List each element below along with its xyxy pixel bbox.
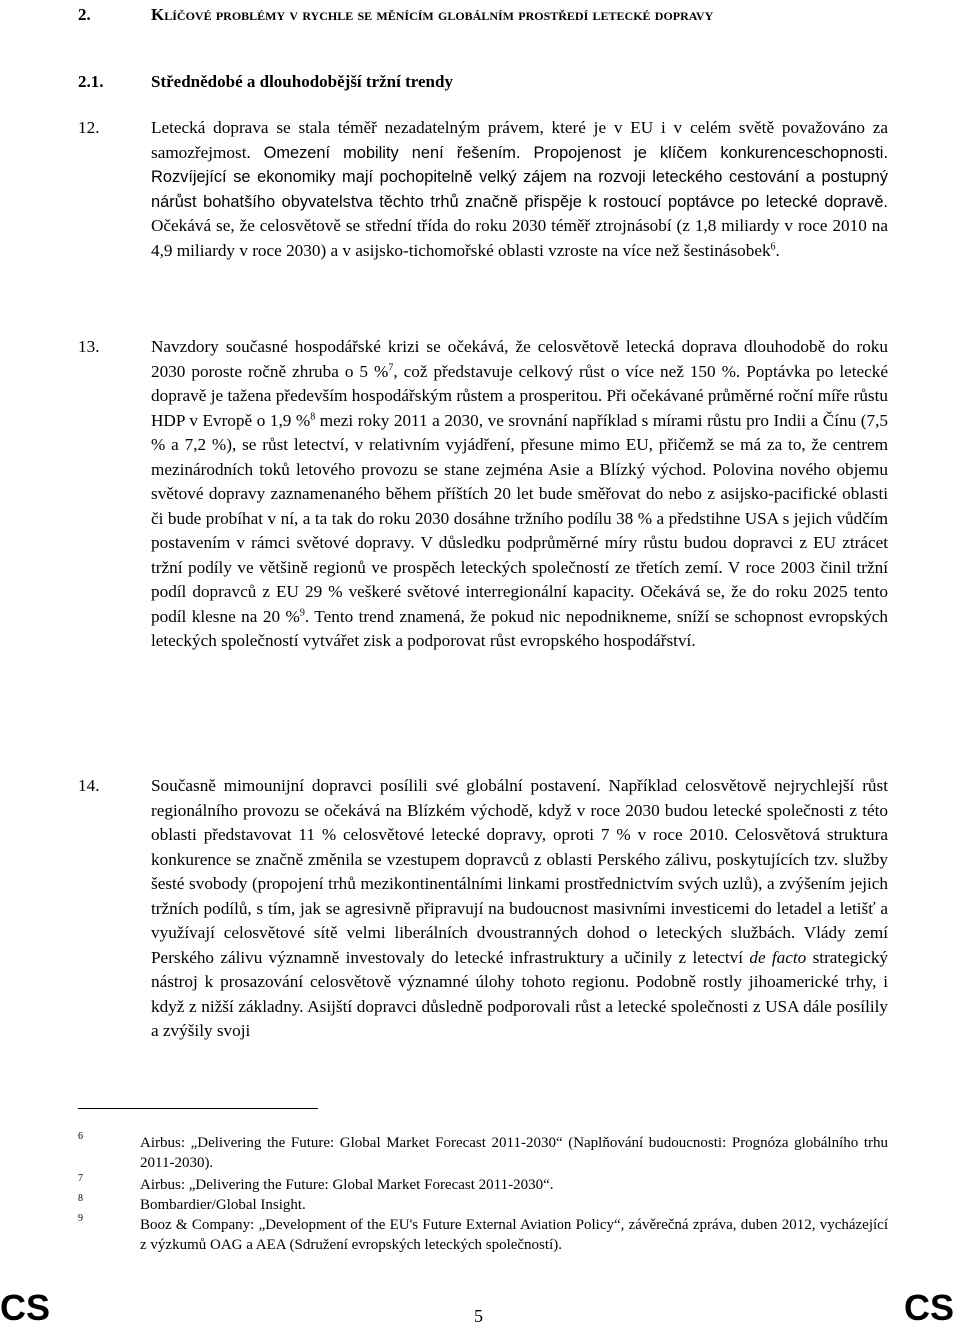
footnote-6	[78, 1133, 888, 1173]
paragraph-text: Navzdory současné hospodářské krizi se očekává, že celosvětově letecká doprava dlouhodobě do roku 2030 poroste ročně zhruba o 5 %	[151, 337, 888, 381]
paragraph-number: 13.	[78, 337, 100, 356]
paragraph-number: 12.	[78, 118, 100, 137]
footnote-9	[78, 1215, 888, 1255]
paragraph-text: strategický nástroj k prosazování celosvětově významné úlohy tohoto regionu. Podobně rostly jihoamerické trhy, i když z nižší základny. Asijští dopravci důsledně podporovali růst a letecké společnosti z USA dále posílily a zvýšily svoji	[151, 947, 889, 1040]
footnote-7	[78, 1175, 888, 1195]
paragraph-text: Současně mimounijní dopravci posílili své globální postavení. Například celosvětově nejrychlejší růst regionálního provozu se očekává na Blízkém východě, když v roce 2030 budou letecké společnosti z této oblasti představovat 11 % celosvětové letecké dopravy, oproti 7 % v roce 2010. Celosvětová struktura konkurence se značně změnila se vzestupem dopravců z oblasti Perského zálivu, poskytujících tzv. služby šesté svobody (propojení trhů mezikontinentálními linkami prostřednictvím svých uzlů), a zvýšením jejich tržních podílů, s tím, jak se agresivně připravují na budoucnost masivními investicemi do letadel a letišť a využívají celosvětové sítě velmi liberálních dvoustranných dohod o leteckých službách. Vlády zemí Perského zálivu významně investovaly do letecké infrastruktury a učinily z letectví	[151, 776, 888, 967]
footnote-ref[interactable]: 7	[388, 361, 394, 373]
footnote-number: 7	[78, 1173, 83, 1184]
paragraph-number: 14.	[78, 776, 100, 795]
paragraph-text: , což představuje celkový růst o více než 150 %. Poptávka po letecké dopravě je tažena především hospodářským růstem a prosperitou. Při očekávané průměrné roční míře růstu HDP v Evropě o 1,9 %	[151, 361, 888, 430]
section-number: 2.1.	[78, 72, 104, 91]
paragraph-text-sans: Omezení mobility není řešením. Propojenost je klíčem konkurenceschopnosti. Rozvíjející se ekonomiky mají pochopitelně velký zájem na rozvoji leteckého cestování a postupný nárůst bohatšího obyvatelstva těchto trhů značně přispěje k rostoucí poptávce po letecké dopravě.	[151, 143, 888, 211]
footnote-text: Bombardier/Global Insight.	[140, 1197, 306, 1213]
footnote-number: 8	[78, 1193, 83, 1204]
italic-term: de facto	[749, 947, 807, 967]
footnote-ref[interactable]: 8	[310, 410, 316, 422]
footnote-number: 9	[78, 1213, 83, 1224]
paragraph-text: . Tento trend znamená, že pokud nic nepodnikneme, sníží se schopnost evropských leteckých společností vytvářet zisk a podporovat růst evropského hospodářství.	[151, 606, 889, 650]
page-number: 5	[474, 1306, 483, 1326]
paragraph-text: Letecká doprava se stala téměř nezadatelným právem, které je v EU i v celém světě považováno za samozřejmost.	[151, 118, 888, 162]
footnote-text: Airbus: „Delivering the Future: Global Market Forecast 2011-2030“ (Naplňování budoucnosti: Prognóza globálního trhu 2011-2030).	[140, 1135, 888, 1171]
paragraph-body	[151, 335, 888, 654]
footnote-text: Booz & Company: „Development of the EU's Future External Aviation Policy“, závěrečná zpráva, duben 2012, vycházející z výzkumů OAG a AEA (Sdružení evropských leteckých společností).	[140, 1217, 888, 1253]
language-mark-left: CS	[0, 1287, 51, 1328]
paragraph-text: Očekává se, že celosvětově se střední třída do roku 2030 téměř ztrojnásobí (z 1,8 miliardy v roce 2010 na 4,9 miliardy v roce 2030) a v asijsko-tichomořské oblasti vzroste na více než šestinásobek	[151, 216, 888, 260]
footnote-ref[interactable]: 9	[299, 606, 305, 618]
footnote-8	[78, 1195, 888, 1215]
paragraph-12	[78, 116, 888, 263]
chapter-number: 2.	[78, 5, 91, 24]
language-mark-right: CS	[903, 1287, 954, 1328]
footnote-ref[interactable]: 6	[770, 240, 776, 252]
paragraph-text: mezi roky 2011 a 2030, ve srovnání například s mírami růstu pro Indii a Čínu (7,5 % a 7,2 %), se růst letectví, v relativním vyjádření, přesune mimo EU, přičemž se má za to, že centrem mezinárodních toků letového provozu se stane zejména Asie a Blízký východ. Polovina nového objemu světové dopravy zaznamenaného během příštích 20 let bude směřovat do nebo z asijsko-pacifické oblasti či bude probíhat v ní, a ta tak do roku 2030 dosáhne tržního podílu 38 % a předstihne USA s jejich vůdčím postavením v rámci světové dopravy. V důsledku podprůměrné míry růstu budou dopravci z EU ztrácet tržní podíly ve většině regionů ve prospěch leteckých společností ze třetích zemí. V roce 2003 činil tržní podíl dopravců z EU 29 % veškeré světové interregionální kapacity. Očekává se, že do roku 2025 tento podíl klesne na 20 %	[151, 410, 888, 626]
footnote-number: 6	[78, 1131, 83, 1142]
paragraph-text: .	[775, 240, 780, 260]
paragraph-body	[151, 774, 888, 1044]
paragraph-body	[151, 116, 888, 263]
chapter-title: Klíčové problémy v rychle se měnícím globálním prostředí letecké dopravy	[151, 5, 714, 24]
paragraph-14	[78, 774, 888, 1044]
footnote-text: Airbus: „Delivering the Future: Global Market Forecast 2011-2030“.	[140, 1177, 554, 1193]
footnote-separator	[78, 1108, 318, 1109]
section-title: Střednědobé a dlouhodobější tržní trendy	[151, 72, 453, 91]
paragraph-13	[78, 335, 888, 654]
